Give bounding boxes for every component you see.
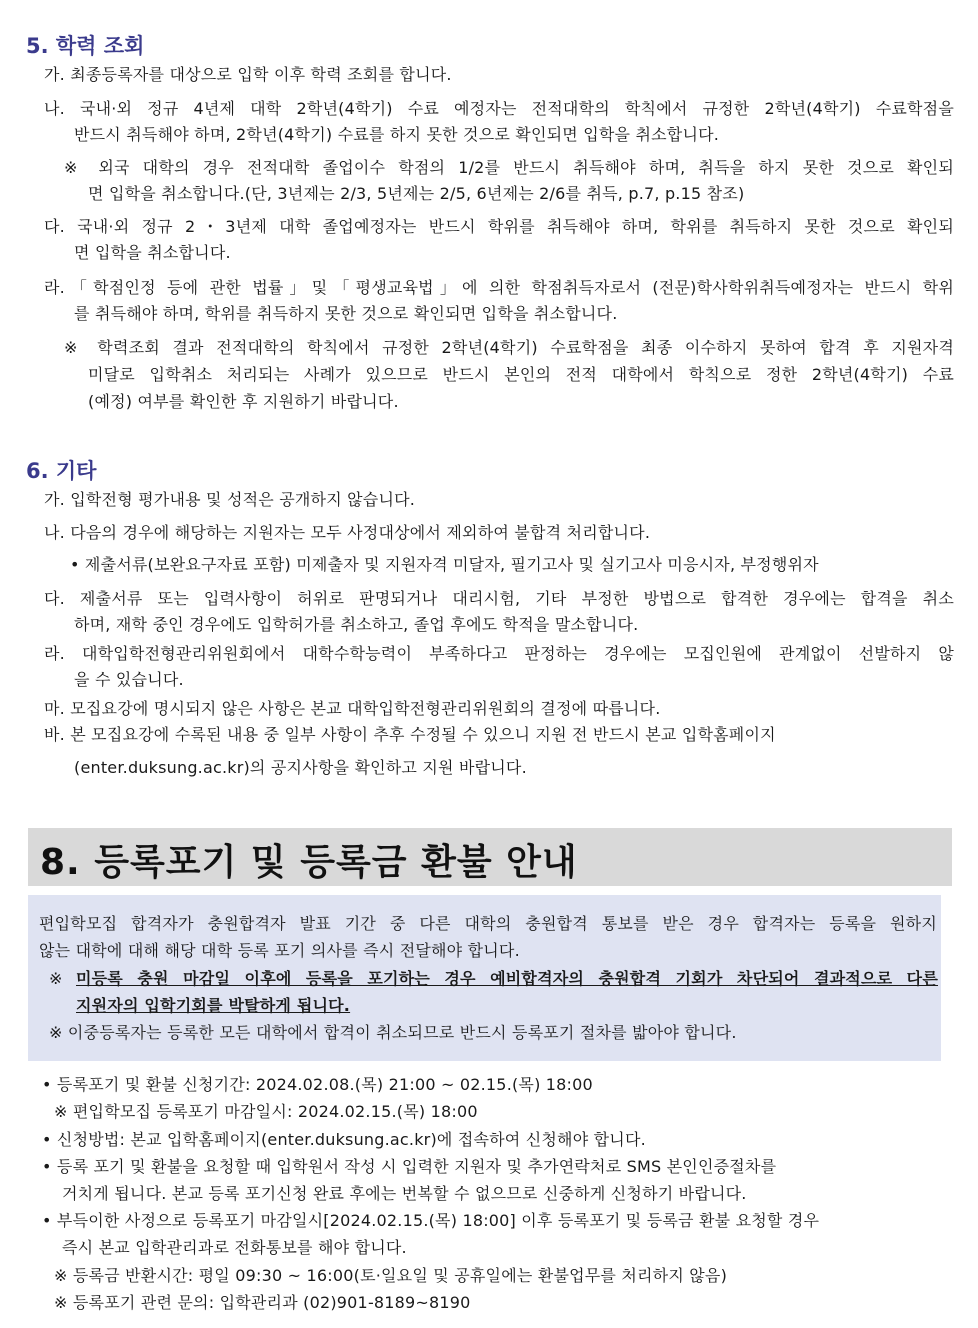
section-5-line: 가. 최종등록자를 대상으로 입학 이후 학력 조회를 합니다. — [44, 65, 452, 84]
section-6-line: 바. 본 모집요강에 수록된 내용 중 일부 사항이 추후 수정될 수 있으니 지원 전 반드시 본교 입학홈페이지 — [44, 725, 776, 744]
section-6-line: 나. 다음의 경우에 해당하는 지원자는 모두 사정대상에서 제외하여 불합격 처리합니다. — [44, 523, 651, 542]
notice-warning-line: 미등록 충원 마감일 이후에 등록을 포기하는 경우 예비합격자의 충원합격 기회가 차단되어 결과적으로 다른 — [76, 969, 938, 988]
refund-bullet: • 등록 포기 및 환불을 요청할 때 입학원서 작성 시 입력한 지원자 및 추가연락처로 SMS 본인인증절차를 — [42, 1157, 777, 1176]
refund-note: ※ 등록포기 관련 문의: 입학관리과 (02)901-8189~8190 — [54, 1293, 471, 1312]
section-5-line: 다. 국내·외 정규 2・3년제 대학 졸업예정자는 반드시 학위를 취득해야 하며, 학위를 취득하지 못한 것으로 확인되 — [44, 217, 954, 236]
section-5-note: ※ 외국 대학의 경우 전적대학 졸업이수 학점의 1/2를 반드시 취득해야 하며, 취득을 하지 못한 것으로 확인되 — [64, 158, 954, 177]
section-6-link-line: (enter.duksung.ac.kr)의 공지사항을 확인하고 지원 바랍니다. — [74, 758, 527, 777]
section-6-line: 라. 대학입학전형관리위원회에서 대학수학능력이 부족하다고 판정하는 경우에는 모집인원에 관계없이 선발하지 않 — [44, 644, 954, 663]
section-6-title: 6. 기타 — [26, 459, 97, 483]
section-6-line: 가. 입학전형 평가내용 및 성적은 공개하지 않습니다. — [44, 490, 416, 509]
refund-bullet-cont: 즉시 본교 입학관리과로 전화통보를 해야 합니다. — [62, 1238, 407, 1257]
notice-line: 않는 대학에 대해 해당 대학 등록 포기 의사를 즉시 전달해야 합니다. — [39, 941, 520, 960]
section-5-line: 면 입학을 취소합니다. — [74, 243, 231, 262]
section-5-line: 를 취득해야 하며, 학위를 취득하지 못한 것으로 확인되면 입학을 취소합니다. — [74, 304, 618, 323]
notice-mark: ※ — [49, 969, 63, 988]
section-6-line: 마. 모집요강에 명시되지 않은 사항은 본교 대학입학전형관리위원회의 결정에 따릅니다. — [44, 699, 661, 718]
refund-note: ※ 등록금 반환시간: 평일 09:30 ~ 16:00(토·일요일 및 공휴일에는 환불업무를 처리하지 않음) — [54, 1266, 728, 1285]
notice-line: ※ 이중등록자는 등록한 모든 대학에서 합격이 취소되므로 반드시 등록포기 절차를 밟아야 합니다. — [49, 1023, 737, 1042]
section-6-line: 하며, 재학 중인 경우에도 입학허가를 취소하고, 졸업 후에도 학적을 말소합니다. — [74, 615, 639, 634]
refund-bullet-cont: 거치게 됩니다. 본교 등록 포기신청 완료 후에는 번복할 수 없으므로 신중하게 신청하기 바랍니다. — [62, 1184, 747, 1203]
refund-note: ※ 편입학모집 등록포기 마감일시: 2024.02.15.(목) 18:00 — [54, 1102, 478, 1121]
refund-bullet: • 등록포기 및 환불 신청기간: 2024.02.08.(목) 21:00 ~ 02.15.(목) 18:00 — [42, 1075, 593, 1094]
section-5-note: (예정) 여부를 확인한 후 지원하기 바랍니다. — [88, 392, 399, 411]
notice-line: 편입학모집 합격자가 충원합격자 발표 기간 중 다른 대학의 충원합격 통보를 받은 경우 합격자는 등록을 원하지 — [39, 914, 937, 933]
section-5-title: 5. 학력 조회 — [26, 34, 145, 58]
section-5-note: ※ 학력조회 결과 전적대학의 학칙에서 규정한 2학년(4학기) 수료학점을 최종 이수하지 못하여 합격 후 지원자격 — [64, 338, 954, 357]
section-6-bullet: • 제출서류(보완요구자료 포함) 미제출자 및 지원자격 미달자, 필기고사 및 실기고사 미응시자, 부정행위자 — [70, 555, 819, 574]
section-8-banner — [28, 828, 952, 886]
refund-bullet: • 부득이한 사정으로 등록포기 마감일시[2024.02.15.(목) 18:00] 이후 등록포기 및 등록금 환불 요청할 경우 — [42, 1211, 820, 1230]
section-6-line: 다. 제출서류 또는 입력사항이 허위로 판명되거나 대리시험, 기타 부정한 방법으로 합격한 경우에는 합격을 취소 — [44, 589, 954, 608]
section-6-line: 을 수 있습니다. — [74, 670, 184, 689]
section-5-line: 나. 국내·외 정규 4년제 대학 2학년(4학기) 수료 예정자는 전적대학의 학칙에서 규정한 2학년(4학기) 수료학점을 — [44, 99, 954, 118]
refund-bullet: • 신청방법: 본교 입학홈페이지(enter.duksung.ac.kr)에 접속하여 신청해야 합니다. — [42, 1130, 646, 1149]
section-5-line: 반드시 취득해야 하며, 2학년(4학기) 수료를 하지 못한 것으로 확인되면 입학을 취소합니다. — [74, 125, 720, 144]
section-5-note: 면 입학을 취소합니다.(단, 3년제는 2/3, 5년제는 2/5, 6년제는 2/6를 취득, p.7, p.15 참조) — [88, 184, 745, 203]
notice-warning-line: 지원자의 입학기회를 박탈하게 됩니다. — [76, 996, 351, 1015]
section-8-title: 8. 등록포기 및 등록금 환불 안내 — [40, 842, 578, 883]
section-5-note: 미달로 입학취소 처리되는 사례가 있으므로 반드시 본인의 전적 대학에서 학칙으로 정한 2학년(4학기) 수료 — [88, 365, 954, 384]
section-5-line: 라.「학점인정 등에 관한 법률」및「평생교육법」에 의한 학점취득자로서 (전문)학사학위취득예정자는 반드시 학위 — [44, 278, 954, 297]
